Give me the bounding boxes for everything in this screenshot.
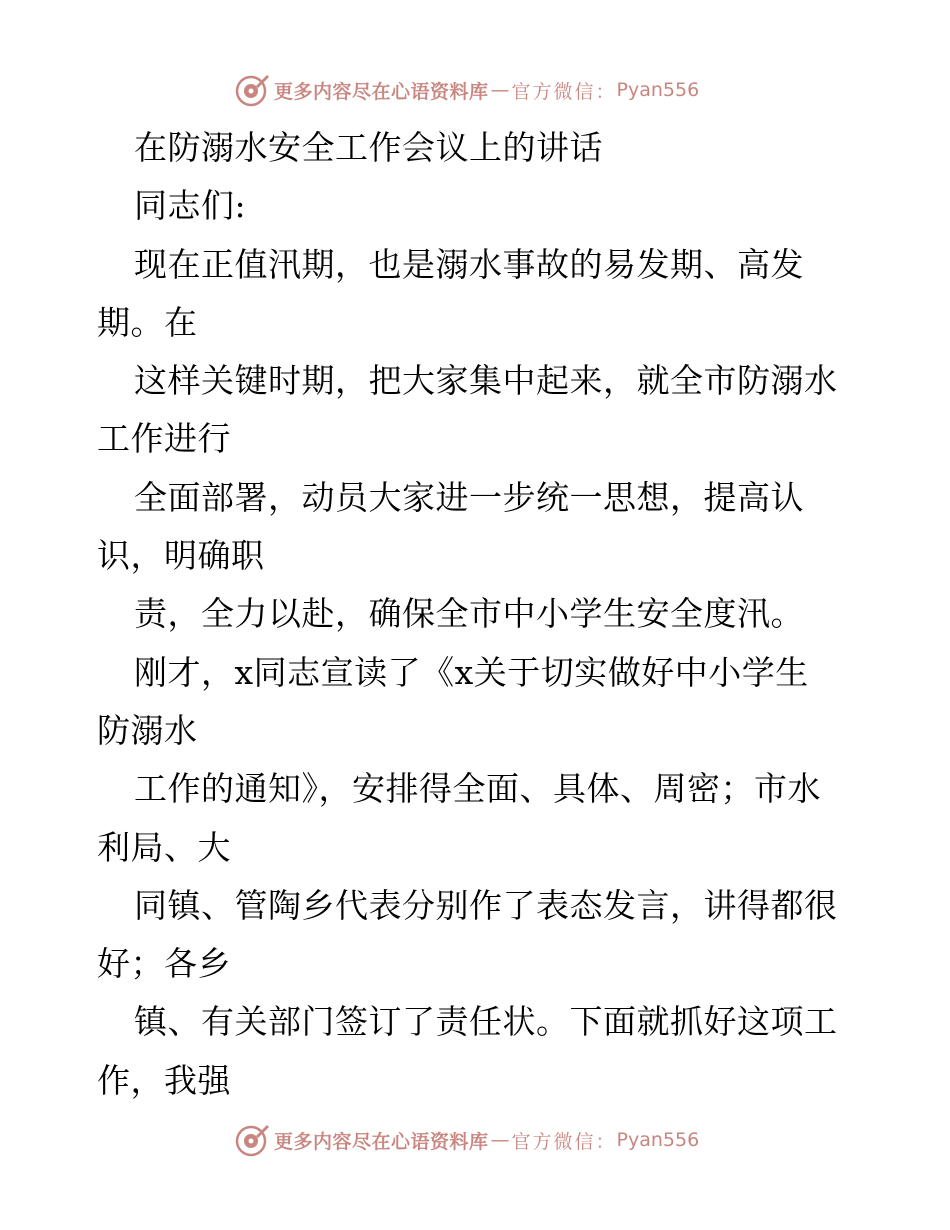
watermark-wechat-id: Pyan556 — [616, 79, 700, 101]
text-line: 责，全力以赴，确保全市中小学生安全度汛。 — [134, 594, 804, 634]
text-line: 期。在 — [97, 302, 198, 342]
text-line: 这样关键时期，把大家集中起来，就全市防溺水 — [134, 361, 838, 401]
watermark-header — [234, 70, 699, 110]
document-title: 在防溺水安全工作会议上的讲话 — [134, 128, 603, 167]
text-line: 镇、有关部门签订了责任状。下面就抓好这项工 — [134, 1002, 838, 1042]
pen-logo-icon — [234, 1122, 270, 1158]
text-line: 现在正值汛期，也是溺水事故的易发期、高发 — [134, 244, 804, 284]
watermark-footer — [234, 1120, 699, 1160]
text-line: 利局、大 — [97, 827, 231, 867]
watermark-text: 更多内容尽在心语资料库 — [274, 80, 489, 103]
text-line: 同镇、管陶乡代表分别作了表态发言，讲得都很 — [134, 885, 838, 925]
watermark-dash: — — [490, 1129, 510, 1151]
text-line: 好；各乡 — [97, 944, 231, 984]
salutation: 同志们: — [134, 186, 247, 226]
watermark-wechat-label: 官方微信： — [511, 1130, 617, 1153]
text-line: 作，我强 — [97, 1060, 231, 1100]
text-line: 工作进行 — [97, 419, 231, 459]
watermark-dash: — — [490, 79, 510, 101]
text-line: 工作的通知》，安排得全面、具体、周密；市水 — [134, 769, 821, 809]
text-line: 刚才，x同志宣读了《x关于切实做好中小学生 — [134, 652, 809, 692]
text-line: 全面部署，动员大家进一步统一思想，提高认 — [134, 477, 804, 517]
text-line: 识，明确职 — [97, 536, 265, 576]
watermark-wechat-label: 官方微信： — [511, 80, 617, 103]
watermark-wechat-id: Pyan556 — [616, 1129, 700, 1151]
document-body — [0, 119, 950, 1110]
watermark-text: 更多内容尽在心语资料库 — [274, 1130, 489, 1153]
pen-logo-icon — [234, 72, 270, 108]
text-line: 防溺水 — [97, 710, 198, 750]
